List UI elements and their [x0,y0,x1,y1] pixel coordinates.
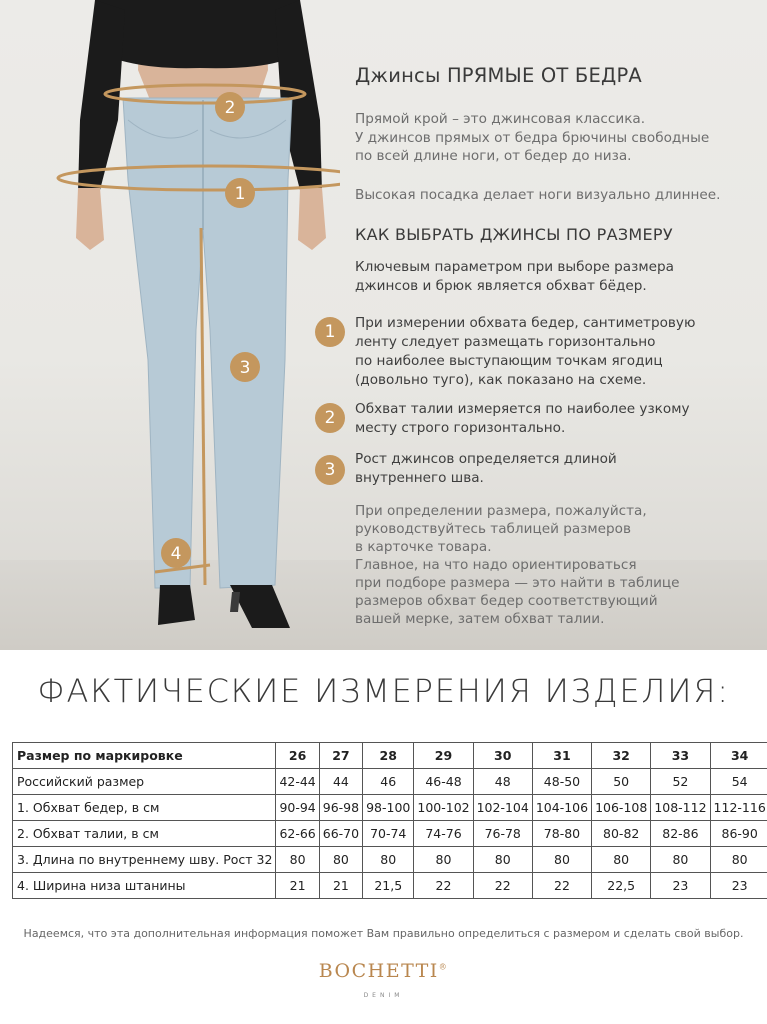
step-line: внутреннего шва. [355,470,484,486]
table-cell: 50 [592,769,651,795]
table-cell: 100-102 [414,795,473,821]
right-shoe [230,585,290,628]
table-row [13,873,767,899]
table-cell: 32 [592,743,651,769]
table-cell: 80 [592,847,651,873]
step-badge-2: 2 [315,403,345,433]
table-cell: 22 [414,873,473,899]
table-cell: 98-100 [363,795,414,821]
note-line: в карточке товара. [355,539,492,555]
table-cell: 23 [651,873,710,899]
product-title: Джинсы ПРЯМЫЕ ОТ БЕДРА [355,64,642,87]
crop-top [95,0,300,68]
table-cell: 46 [363,769,414,795]
step-2-text [355,400,715,438]
marker-2: 2 [224,98,236,118]
table-cell: Российский размер [13,769,276,795]
step-line: месту строго горизонтально. [355,420,566,436]
step-line: по наиболее выступающим точкам ягодиц [355,353,663,369]
table-cell: 22 [473,873,532,899]
marker-3: 3 [239,358,251,378]
key-parameter-text [355,258,735,296]
step-badge-3: 3 [315,455,345,485]
step-line: Рост джинсов определяется длиной [355,451,617,467]
table-cell: 106-108 [592,795,651,821]
measurements-title: ФАКТИЧЕСКИЕ ИЗМЕРЕНИЯ ИЗДЕЛИЯ: [37,672,730,710]
table-cell: 74-76 [414,821,473,847]
intro-text [355,110,735,166]
jeans [123,98,292,588]
table-cell: 80 [414,847,473,873]
step-line: При измерении обхвата бедер, сантиметровую [355,315,696,331]
key-line: Ключевым параметром при выборе размера [355,259,674,275]
table-cell: 21 [276,873,319,899]
table-row [13,769,767,795]
table-cell: 80 [319,847,362,873]
table-cell: 48-50 [532,769,591,795]
table-cell: 52 [651,769,710,795]
table-cell: 44 [319,769,362,795]
marker-4: 4 [170,544,182,564]
intro-text-2: Высокая посадка делает ноги визуально длиннее. [355,187,721,203]
note-line: При определении размера, пожалуйста, [355,503,647,519]
intro-line: У джинсов прямых от бедра брючины свободные [355,129,710,146]
table-cell: 80 [473,847,532,873]
table-cell: 31 [532,743,591,769]
step-line: ленту следует размещать горизонтально [355,334,656,350]
table-cell: 1. Обхват бедер, в см [13,795,276,821]
left-shoe [158,585,195,625]
table-cell: 70-74 [363,821,414,847]
table-cell: 46-48 [414,769,473,795]
table-cell: 108-112 [651,795,710,821]
note-line: размеров обхват бедер соответствующий [355,593,658,609]
table-row [13,847,767,873]
registered-mark: ® [438,962,449,972]
table-cell: 22 [532,873,591,899]
step-3-text [355,450,715,488]
table-cell: 78-80 [532,821,591,847]
table-cell: 3. Длина по внутреннему шву. Рост 32 [13,847,276,873]
note-line: при подборе размера — это найти в таблице [355,575,680,591]
size-table [12,742,767,899]
step-1-text [355,314,715,390]
table-cell: 80 [710,847,767,873]
key-line: джинсов и брюк является обхват бёдер. [355,278,647,294]
table-cell: 102-104 [473,795,532,821]
table-cell: 21,5 [363,873,414,899]
table-cell: 80 [276,847,319,873]
table-cell: 28 [363,743,414,769]
step-line: (довольно туго), как показано на схеме. [355,372,647,388]
table-cell: 80 [651,847,710,873]
size-note [355,502,725,628]
step-badge-1: 1 [315,317,345,347]
model-photo [0,0,340,650]
table-cell: Размер по маркировке [13,743,276,769]
table-cell: 104-106 [532,795,591,821]
table-cell: 30 [473,743,532,769]
note-line: Главное, на что надо ориентироваться [355,557,637,573]
footer-note: Надеемся, что эта дополнительная информация поможет Вам правильно определиться с размером и сделать свой выбор. [23,927,744,940]
intro-line: Прямой крой – это джинсовая классика. [355,111,646,127]
table-cell: 54 [710,769,767,795]
table-row [13,821,767,847]
table-cell: 23 [710,873,767,899]
table-cell: 80 [363,847,414,873]
section-subtitle: КАК ВЫБРАТЬ ДЖИНСЫ ПО РАЗМЕРУ [355,225,673,244]
table-cell: 80-82 [592,821,651,847]
table-cell: 27 [319,743,362,769]
table-cell: 33 [651,743,710,769]
table-cell: 29 [414,743,473,769]
table-cell: 2. Обхват талии, в см [13,821,276,847]
table-cell: 26 [276,743,319,769]
table-cell: 96-98 [319,795,362,821]
table-cell: 80 [532,847,591,873]
intro-line: по всей длине ноги, от бедер до низа. [355,148,632,164]
table-cell: 90-94 [276,795,319,821]
note-line: руководствуйтесь таблицей размеров [355,521,631,537]
table-cell: 82-86 [651,821,710,847]
inseam-line [201,228,205,585]
brand-logo [0,960,767,982]
note-line: вашей мерке, затем обхват талии. [355,611,605,627]
table-cell: 22,5 [592,873,651,899]
step-line: Обхват талии измеряется по наиболее узкому [355,401,690,417]
table-cell: 48 [473,769,532,795]
table-cell: 34 [710,743,767,769]
left-sleeve [78,0,125,192]
table-cell: 112-116 [710,795,767,821]
table-cell: 66-70 [319,821,362,847]
brand-name: BOCHETTI [318,960,439,982]
table-cell: 76-78 [473,821,532,847]
table-cell: 4. Ширина низа штанины [13,873,276,899]
marker-1: 1 [234,184,246,204]
table-cell: 62-66 [276,821,319,847]
table-cell: 42-44 [276,769,319,795]
table-row [13,795,767,821]
table-header-row [13,743,767,769]
table-cell: 86-90 [710,821,767,847]
brand-sub: DENIM [363,992,404,999]
table-cell: 21 [319,873,362,899]
